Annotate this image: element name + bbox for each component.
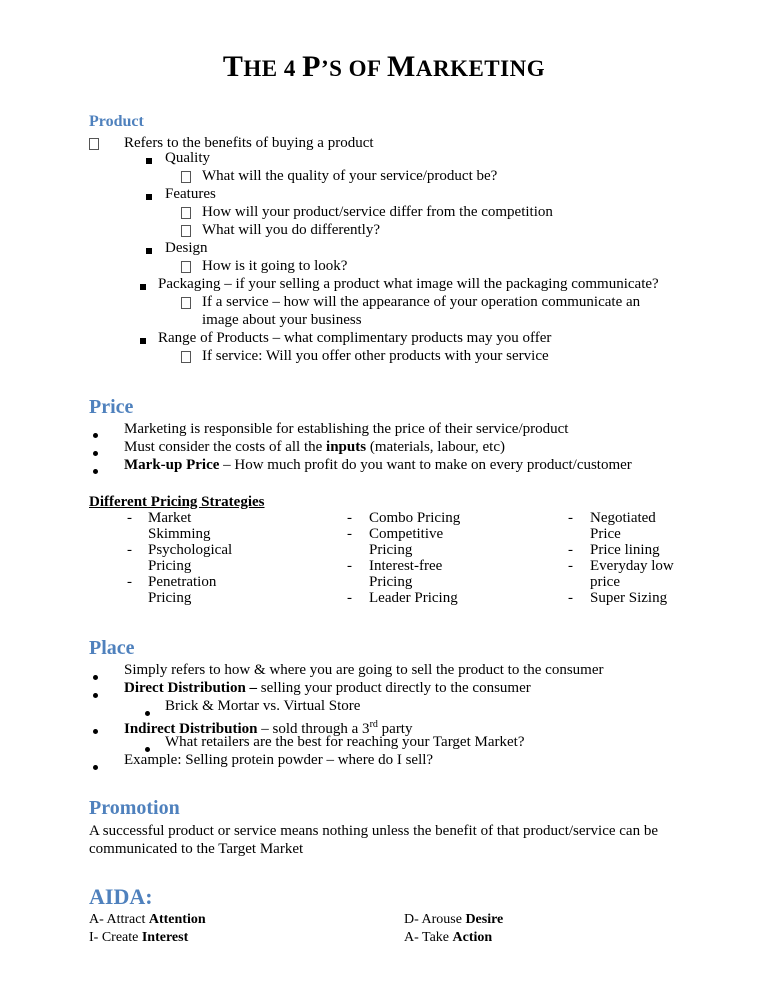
box-icon [181, 349, 191, 366]
bullet-icon [93, 759, 98, 776]
aida-attention: A- Attract Attention [89, 912, 206, 927]
place-bullet-1: Simply refers to how & where you are going to sell the product to the consumer [124, 662, 604, 678]
place-bullet-3: Indirect Distribution – sold through a 3rd party [124, 719, 413, 737]
dash-icon: - [347, 590, 352, 606]
product-range: Range of Products – what complimentary products may you offer [158, 330, 552, 346]
aida-heading: AIDA: [89, 884, 153, 909]
pricing-strategy-item: Competitive Pricing [369, 526, 444, 558]
pricing-strategy-item: Price lining [590, 542, 660, 558]
pricing-strategy-item: Interest-free Pricing [369, 558, 443, 590]
product-quality-question: What will the quality of your service/product be? [202, 168, 498, 184]
dash-icon: - [347, 526, 352, 542]
product-design-question: How is it going to look? [202, 258, 348, 274]
aida-action: A- Take Action [404, 930, 493, 945]
place-sub-bullet-2: What retailers are the best for reaching your Target Market? [165, 734, 525, 750]
product-features-question-1: How will your product/service differ from the competition [202, 204, 553, 220]
page-title: THE 4 P’S OF MARKETING [222, 50, 546, 83]
pricing-strategy-item: Super Sizing [590, 590, 668, 606]
dash-icon: - [568, 590, 573, 606]
pricing-strategy-item: Negotiated Price [590, 510, 656, 542]
product-packaging-question-2: image about your business [202, 312, 362, 328]
price-heading: Price [89, 396, 134, 418]
price-bullet-2: Must consider the costs of all the inputs (materials, labour, etc) [124, 439, 505, 455]
place-bullet-4: Example: Selling protein powder – where do I sell? [124, 752, 434, 768]
product-range-question: If service: Will you offer other products with your service [202, 348, 549, 364]
price-bullet-3: Mark-up Price – How much profit do you want to make on every product/customer [124, 457, 632, 473]
pricing-strategy-item: Everyday low price [590, 558, 674, 590]
promotion-text-line-2: communicated to the Target Market [89, 841, 304, 857]
product-intro: Refers to the benefits of buying a product [124, 135, 374, 151]
pricing-strategy-item: Leader Pricing [369, 590, 458, 606]
aida-desire: D- Arouse Desire [404, 912, 504, 927]
pricing-strategies-heading: Different Pricing Strategies [89, 494, 265, 510]
box-icon [89, 136, 99, 153]
square-bullet-icon [140, 332, 146, 349]
bullet-icon [93, 723, 98, 740]
place-sub-bullet-1: Brick & Mortar vs. Virtual Store [165, 698, 361, 714]
dash-icon: - [127, 510, 132, 526]
square-bullet-icon [146, 188, 152, 205]
dash-icon: - [127, 542, 132, 558]
dash-icon: - [568, 510, 573, 526]
promotion-heading: Promotion [89, 797, 180, 819]
square-bullet-icon [140, 278, 146, 295]
product-features-question-2: What will you do differently? [202, 222, 381, 238]
dash-icon: - [568, 542, 573, 558]
price-bullet-1: Marketing is responsible for establishing the price of their service/product [124, 421, 569, 437]
place-bullet-2: Direct Distribution – selling your product directly to the consumer [124, 680, 531, 696]
dash-icon: - [127, 574, 132, 590]
promotion-text-line-1: A successful product or service means nothing unless the benefit of that product/service can be [89, 823, 658, 839]
bullet-icon [93, 445, 98, 462]
dash-icon: - [347, 558, 352, 574]
square-bullet-icon [146, 152, 152, 169]
product-design: Design [165, 240, 208, 256]
bullet-icon [93, 669, 98, 686]
box-icon [181, 295, 191, 312]
bullet-icon [93, 463, 98, 480]
bullet-icon [93, 427, 98, 444]
dash-icon: - [568, 558, 573, 574]
square-bullet-icon [146, 242, 152, 259]
bullet-icon [93, 687, 98, 704]
pricing-strategy-item: Psychological Pricing [148, 542, 233, 574]
box-icon [181, 259, 191, 276]
pricing-strategy-item: Combo Pricing [369, 510, 461, 526]
place-heading: Place [89, 637, 135, 659]
dash-icon: - [347, 510, 352, 526]
product-packaging: Packaging – if your selling a product what image will the packaging communicate? [158, 276, 659, 292]
box-icon [181, 205, 191, 222]
product-heading: Product [89, 113, 144, 130]
pricing-strategy-item: Penetration Pricing [148, 574, 217, 606]
box-icon [181, 223, 191, 240]
product-features: Features [165, 186, 216, 202]
aida-interest: I- Create Interest [89, 930, 189, 945]
pricing-strategy-item: Market Skimming [148, 510, 211, 542]
product-quality: Quality [165, 150, 210, 166]
product-packaging-question-1: If a service – how will the appearance of your operation communicate an [202, 294, 641, 310]
box-icon [181, 169, 191, 186]
